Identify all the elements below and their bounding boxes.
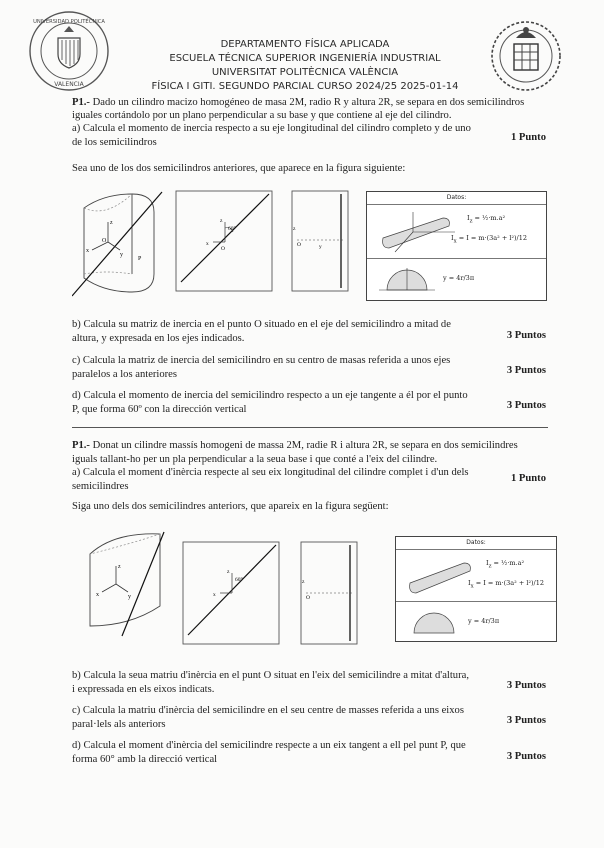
es-front-x-label: x (206, 241, 209, 247)
exam-title: FÍSICA I GITI. SEGUNDO PARCIAL CURSO 2024/25 2025-01-14 (151, 81, 459, 92)
es-point-p-label: P (138, 256, 142, 262)
va-half-disc-diagram (402, 605, 468, 639)
va-question-b-points: 3 Puntos (506, 680, 546, 691)
university-title: UNIVERSITAT POLITÈCNICA VALÈNCIA (211, 67, 399, 78)
va-front-z-label: z (227, 569, 230, 575)
va-formula-centroid: y = 4r/3π (468, 617, 500, 625)
es-question-c-line1: c) Calcula la matriz de inercia del semicilindro en su centro de masas referida a unos ejes (72, 355, 451, 366)
es-front-view-figure (175, 190, 273, 292)
department-title: DEPARTAMENTO FÍSICA APLICADA (220, 39, 390, 50)
va-question-d-points: 3 Puntos (506, 751, 546, 762)
es-angle-label: 60° (228, 226, 236, 232)
va-side-origin-label: O (306, 595, 310, 601)
es-side-view-figure (291, 190, 349, 292)
va-question-a-line1: a) Calcula el moment d'inèrcia respecte al seu eix longitudinal del cilindre complet i d'un dels (72, 467, 469, 478)
va-front-x-label: x (213, 592, 216, 598)
va-question-a-line2: semicilindres (72, 481, 129, 492)
va-formula-ix: $I_x = I = m\cdot(3a^2 + l^2)/12$ (468, 579, 545, 590)
es-question-a-line1: a) Calcula el momento de inercia respecto a su eje longitudinal del cilindro completo y de uno (72, 123, 471, 134)
va-front-view-figure (182, 541, 280, 645)
va-question-d-line2: forma 60° amb la direcció vertical (72, 754, 218, 765)
va-formula-iz: $I_z$ = ½·m.a² (486, 559, 525, 570)
section-divider-top (72, 427, 548, 428)
va-axis-y-label: y (128, 594, 131, 600)
va-half-cylinder-3d-figure (82, 528, 178, 638)
va-rod-diagram (402, 553, 482, 599)
es-data-box (366, 191, 547, 301)
es-problem-label: P1.- (72, 97, 90, 108)
svg-text:VALENCIA: VALENCIA (54, 81, 84, 88)
es-intro-line1: P1.- Dado un cilindro macizo homogéneo de masa 2M, radio R y altura 2R, se separa en dos semicilindros (72, 97, 525, 108)
es-question-a-line2: de los semicilindros (72, 137, 157, 148)
es-question-b-points: 3 Puntos (506, 330, 546, 341)
va-intro-line1: P1.- Donat un cilindre massís homogeni de massa 2M, radie R i altura 2R, se separa en dos semicilindres (72, 440, 518, 451)
es-question-d-line1: d) Calcula el momento de inercia del semicilindro respecto a un eje tangente a él por el punto (72, 390, 468, 401)
es-formula-iz: $I_z$ = ½·m.a² (467, 214, 506, 225)
es-front-z-label: z (220, 218, 223, 224)
va-axis-z-label: z (118, 564, 121, 570)
es-question-c-line2: paralelos a los anteriores (72, 369, 178, 380)
es-question-a-points: 1 Punto (510, 132, 546, 143)
va-question-a-points: 1 Punto (510, 473, 546, 484)
es-half-cylinder-3d-figure (72, 188, 168, 298)
va-figure-intro: Siga uno dels dos semicilindres anteriors, que apareix en la figura següent: (72, 501, 389, 512)
va-data-box (395, 536, 557, 642)
va-side-view-figure (300, 541, 358, 645)
va-question-c-line1: c) Calcula la matriu d'inèrcia del semicilindre en el seu centre de masses referida a uns eixos (72, 705, 464, 716)
va-data-title: Datos: (396, 537, 556, 550)
svg-text:UNIVERSIDAD POLITÉCNICA: UNIVERSIDAD POLITÉCNICA (33, 19, 105, 25)
es-axis-y-label: y (120, 252, 123, 258)
es-axis-z-label: z (110, 220, 113, 226)
es-front-origin-label: O (221, 246, 225, 252)
es-question-c-points: 3 Puntos (506, 365, 546, 376)
va-side-z-label: z (302, 579, 305, 585)
va-angle-label: 60° (235, 577, 243, 583)
es-rod-diagram (373, 208, 463, 256)
es-formula-ix: $I_x = I = m\cdot(3a^2 + l^2)/12$ (451, 234, 528, 245)
es-question-b-line2: altura, y expresada en los ejes indicados. (72, 333, 245, 344)
es-side-z-label: z (293, 226, 296, 232)
es-data-title: Datos: (367, 192, 546, 205)
va-question-b-line2: i expressada en els eixos indicats. (72, 684, 215, 695)
school-crest-logo (486, 14, 566, 94)
es-side-y-label: y (319, 244, 322, 250)
es-question-d-line2: P, que forma 60º con la dirección vertical (72, 404, 247, 415)
es-figure-intro: Sea uno de los dos semicilindros anteriores, que aparece en la figura siguiente: (72, 163, 406, 174)
es-origin-label: O (102, 238, 107, 244)
es-half-disc-diagram (373, 262, 443, 296)
university-seal-logo (28, 10, 110, 92)
va-problem-label: P1.- (72, 440, 90, 451)
es-question-b-line1: b) Calcula su matriz de inercia en el punto O situado en el eje del semicilindro a mitad de (72, 319, 451, 330)
va-question-c-line2: paral·lels als anteriors (72, 719, 166, 730)
es-intro-line2: iguales cortándolo por un plano perpendicular a su base y que contiene al eje del cilindro. (72, 110, 452, 121)
es-formula-centroid: y = 4r/3π (443, 274, 475, 282)
va-question-b-line1: b) Calcula la seua matriu d'inèrcia en el punt O situat en l'eix del semicilindre a mitat d'altura, (72, 670, 469, 681)
es-side-origin-label: O (297, 242, 301, 248)
va-question-c-points: 3 Puntos (506, 715, 546, 726)
school-title: ESCUELA TÉCNICA SUPERIOR INGENIERÍA INDUSTRIAL (169, 53, 441, 64)
va-question-d-line1: d) Calcula el moment d'inèrcia del semicilindre respecte a un eix tangent a ell pel punt P, que (72, 740, 466, 751)
va-intro-line2: iguals tallant-ho per un pla perpendicular a la seua base i que conté a l'eix del cilindre. (72, 454, 438, 465)
va-axis-x-label: x (96, 592, 99, 598)
es-question-d-points: 3 Puntos (506, 400, 546, 411)
es-axis-x-label: x (86, 248, 89, 254)
